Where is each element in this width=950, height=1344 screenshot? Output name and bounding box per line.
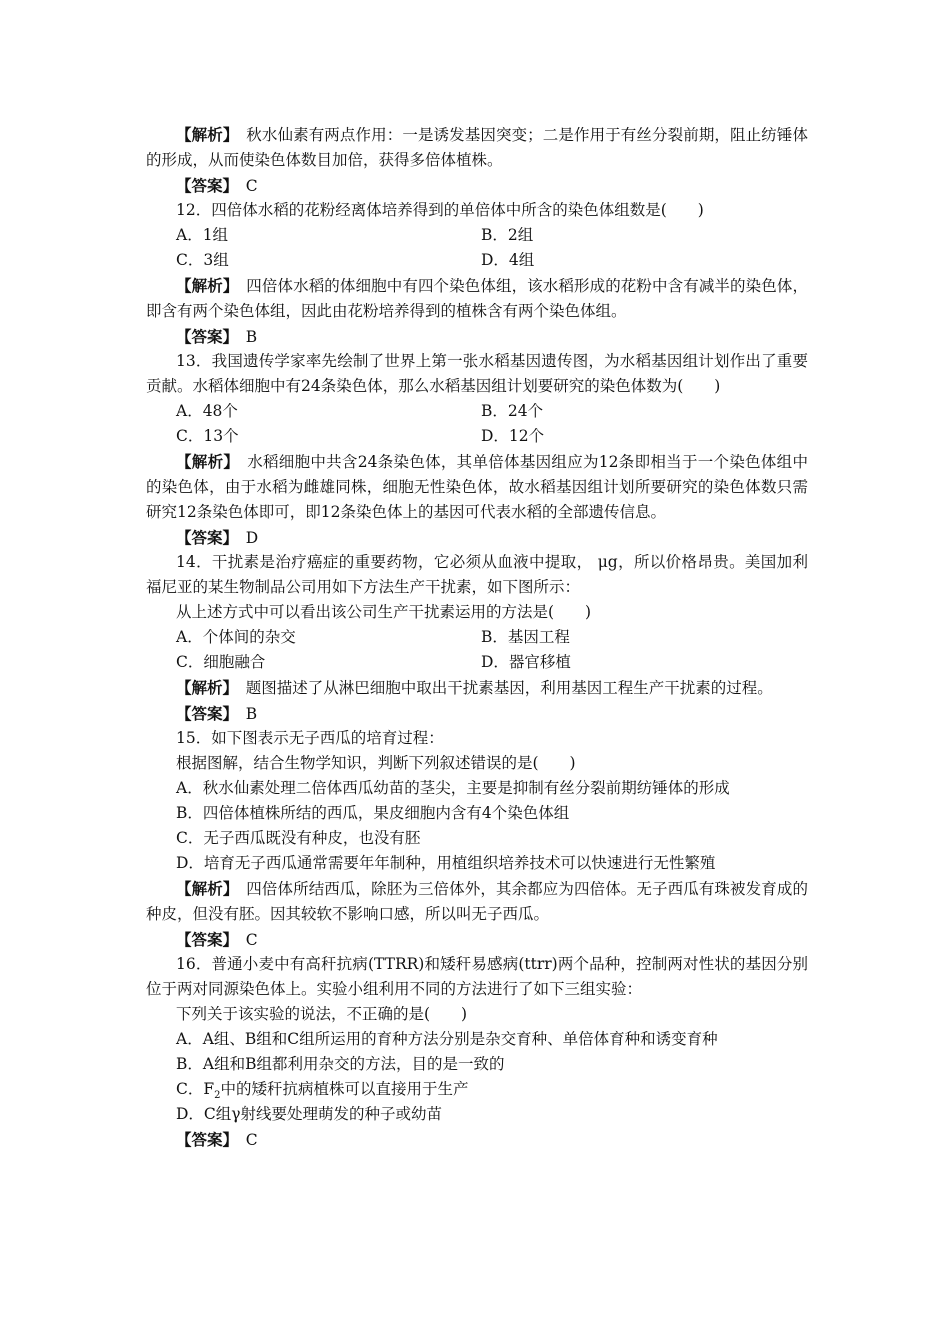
option-c: C．3组 — [176, 251, 229, 269]
answer-label: 【答案】 — [176, 327, 231, 346]
answer-q15 — [146, 927, 808, 952]
option-a: A．秋水仙素处理二倍体西瓜幼苗的茎尖，主要是抑制有丝分裂前期纺锤体的形成 — [176, 779, 730, 797]
option-a: A．1组 — [176, 226, 229, 244]
answer-label: 【答案】 — [176, 930, 231, 949]
analysis-text: 秋水仙素有两点作用：一是诱发基因突变；二是作用于有丝分裂前期，阻止纺锤体的形成，从而使染色体数目加倍，获得多倍体植株。 — [146, 126, 808, 169]
option-d: D．12个 — [481, 427, 545, 445]
analysis-q15 — [146, 876, 808, 927]
option-d: D．培育无子西瓜通常需要年年制种，用植组织培养技术可以快速进行无性繁殖 — [176, 854, 716, 872]
analysis-q14 — [146, 675, 808, 701]
analysis-text: 四倍体水稻的体细胞中有四个染色体组，该水稻形成的花粉中含有减半的染色体，即含有两个染色体组，因此由花粉培养得到的植株含有两个染色体组。 — [146, 277, 808, 320]
option-c — [146, 1077, 808, 1102]
answer-label: 【答案】 — [176, 1130, 231, 1149]
options-row — [146, 248, 808, 273]
option-d: D．4组 — [481, 251, 535, 269]
analysis-text: 题图描述了从淋巴细胞中取出干扰素基因，利用基因工程生产干扰素的过程。 — [245, 679, 773, 697]
option-a: A．A组、B组和C组所运用的育种方法分别是杂交育种、单倍体育种和诱变育种 — [176, 1030, 718, 1048]
question-13-stem: 13．我国遗传学家率先绘制了世界上第一张水稻基因遗传图，为水稻基因组计划作出了重要贡献。水稻体细胞中有24条染色体，那么水稻基因组计划要研究的染色体数为( ) — [146, 352, 808, 395]
options-row — [146, 424, 808, 449]
option-c: C．无子西瓜既没有种皮，也没有胚 — [176, 829, 421, 847]
analysis-label: 【解析】 — [176, 452, 232, 471]
question-12-stem: 12．四倍体水稻的花粉经离体培养得到的单倍体中所含的染色体组数是( ) — [176, 201, 704, 219]
option-b: B．四倍体植株所结的西瓜，果皮细胞内含有4个染色体组 — [176, 804, 570, 822]
analysis-q11 — [146, 122, 808, 173]
option-d: D．C组γ射线要处理萌发的种子或幼苗 — [176, 1105, 443, 1123]
answer-value: B — [245, 328, 258, 346]
answer-q12 — [146, 324, 808, 349]
option-b: B．基因工程 — [481, 628, 570, 646]
analysis-label: 【解析】 — [176, 125, 231, 144]
question-14-stem: 14．干扰素是治疗癌症的重要药物，它必须从血液中提取， μg，所以价格昂贵。美国加利福尼亚的某生物制品公司用如下方法生产干扰素，如下图所示： — [146, 553, 808, 596]
subscript-2: 2 — [214, 1090, 221, 1102]
answer-label: 【答案】 — [176, 176, 231, 195]
answer-q14 — [146, 701, 808, 726]
document-page — [146, 122, 808, 1152]
analysis-label: 【解析】 — [176, 879, 231, 898]
options-row — [146, 399, 808, 424]
option-a: A．个体间的杂交 — [176, 628, 296, 646]
answer-label: 【答案】 — [176, 704, 231, 723]
answer-q16 — [146, 1127, 808, 1152]
question-16-stem: 16．普通小麦中有高秆抗病(TTRR)和矮秆易感病(ttrr)两个品种，控制两对性状的基因分别位于两对同源染色体上。实验小组利用不同的方法进行了如下三组实验： — [146, 955, 808, 998]
question-16-sub: 下列关于该实验的说法，不正确的是( ) — [176, 1005, 468, 1023]
options-row — [146, 223, 808, 248]
option-c-rest: 中的矮秆抗病植株可以直接用于生产 — [220, 1080, 469, 1098]
options-row — [146, 650, 808, 675]
analysis-label: 【解析】 — [176, 678, 231, 697]
answer-q13 — [146, 525, 808, 550]
answer-label: 【答案】 — [176, 528, 231, 547]
answer-value: C — [245, 177, 258, 195]
option-c: C．13个 — [176, 427, 239, 445]
options-row — [146, 625, 808, 650]
option-c: C．细胞融合 — [176, 653, 266, 671]
answer-value: C — [245, 931, 258, 949]
answer-value: B — [245, 705, 258, 723]
answer-value: D — [245, 529, 259, 547]
analysis-text: 四倍体所结西瓜，除胚为三倍体外，其余都应为四倍体。无子西瓜有珠被发育成的种皮，但没有胚。因其较软不影响口感，所以叫无子西瓜。 — [146, 880, 808, 923]
option-c-prefix: C．F — [176, 1080, 215, 1098]
option-d: D．器官移植 — [481, 653, 571, 671]
option-b: B．2组 — [481, 226, 534, 244]
option-a: A．48个 — [176, 402, 238, 420]
analysis-q13 — [146, 449, 808, 525]
option-b: B．24个 — [481, 402, 544, 420]
question-15-sub: 根据图解，结合生物学知识，判断下列叙述错误的是( ) — [176, 754, 576, 772]
analysis-label: 【解析】 — [176, 276, 231, 295]
question-14-sub: 从上述方式中可以看出该公司生产干扰素运用的方法是( ) — [176, 603, 592, 621]
analysis-text: 水稻细胞中共含24条染色体，其单倍体基因组应为12条即相当于一个染色体组中的染色体，由于水稻为雌雄同株，细胞无性染色体，故水稻基因组计划所要研究的染色体数只需研究12条染色体即可，即12条染色体上的基因可代表水稻的全部遗传信息。 — [146, 453, 808, 521]
answer-q11 — [146, 173, 808, 198]
analysis-q12 — [146, 273, 808, 324]
question-15-stem: 15．如下图表示无子西瓜的培育过程： — [176, 729, 444, 747]
option-b: B．A组和B组都利用杂交的方法，目的是一致的 — [176, 1055, 505, 1073]
answer-value: C — [245, 1131, 258, 1149]
